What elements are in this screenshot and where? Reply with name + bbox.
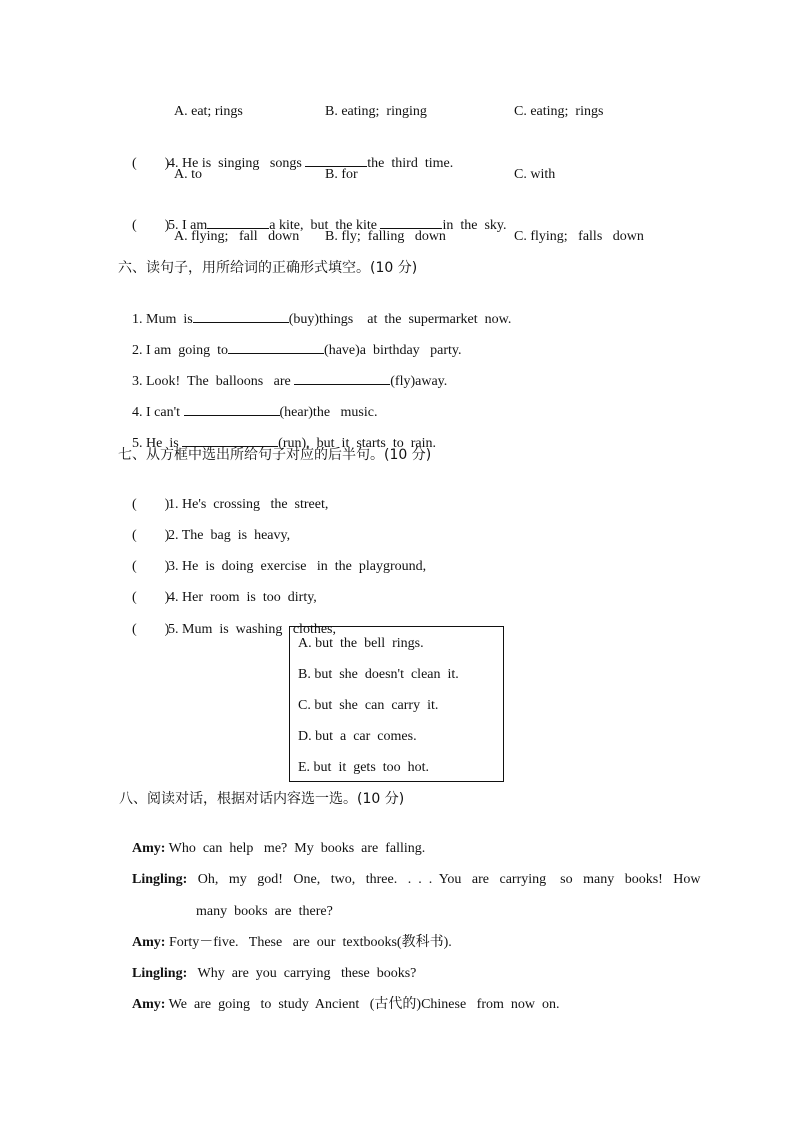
dialogue-text: Who can help me? My books are falling. (165, 841, 426, 856)
q4-option-a: A. to (174, 167, 202, 182)
answer-blank[interactable] (182, 433, 278, 447)
fill-item-text: 2. I am going to (132, 343, 229, 358)
section-8-heading: 八、阅读对话，根据对话内容选一选。(10 分) (119, 791, 405, 807)
q3-option-b: B. eating; ringing (325, 104, 427, 119)
q5-option-b: B. fly; falling down (325, 229, 446, 244)
answer-bracket[interactable]: ( ) (132, 156, 170, 171)
question-5-text-end: in the sky. (442, 218, 507, 233)
fill-item-text: 4. I can't (132, 405, 184, 420)
q3-option-a: A. eat; rings (174, 104, 243, 119)
match-item-text: 5. Mum is washing clothes, (168, 622, 336, 637)
speaker-name: Amy: (132, 997, 166, 1012)
fill-item-text: 1. Mum is (132, 312, 193, 327)
answer-bracket[interactable]: ( ) (132, 218, 170, 233)
speaker-name: Amy: (132, 841, 166, 856)
q5-option-a: A. flying; fall down (174, 229, 300, 244)
box-option: B. but she doesn't clean it. (298, 667, 459, 682)
fill-item-text-end: (buy)things at the supermarket now. (288, 312, 512, 327)
question-4-text: 4. He is singing songs (168, 156, 306, 171)
dialogue-text: Forty－five. These are our textbooks(教科书). (165, 935, 452, 950)
box-option: E. but it gets too hot. (298, 760, 430, 775)
fill-item-text-end: (run), but it starts to rain. (278, 436, 437, 451)
match-item-text: 3. He is doing exercise in the playground, (168, 559, 427, 574)
fill-item-text-end: (hear)the music. (279, 405, 378, 420)
match-item-text: 2. The bag is heavy, (168, 528, 291, 543)
answer-bracket[interactable]: ( ) (132, 497, 170, 512)
match-item-text: 1. He's crossing the street, (168, 497, 329, 512)
section-7-heading: 七、从方框中选出所给句子对应的后半句。(10 分) (118, 447, 432, 463)
answer-blank[interactable] (380, 215, 442, 229)
dialogue-text: many books are there? (196, 904, 333, 919)
fill-item-text-end: (fly)away. (390, 374, 448, 389)
box-option: D. but a car comes. (298, 729, 417, 744)
q4-option-b: B. for (325, 167, 358, 182)
options-box (289, 626, 504, 782)
answer-blank[interactable] (294, 371, 390, 385)
q5-option-c: C. flying; falls down (514, 229, 644, 244)
question-4-text-end: the third time. (367, 156, 454, 171)
speaker-name: Lingling: (132, 872, 188, 887)
box-option: C. but she can carry it. (298, 698, 439, 713)
answer-bracket[interactable]: ( ) (132, 528, 170, 543)
answer-blank[interactable] (228, 340, 324, 354)
answer-bracket[interactable]: ( ) (132, 622, 170, 637)
answer-bracket[interactable]: ( ) (132, 559, 170, 574)
dialogue-text: We are going to study Ancient (古代的)Chinese from now on. (165, 997, 560, 1012)
speaker-name: Lingling: (132, 966, 188, 981)
answer-blank[interactable] (207, 215, 269, 229)
answer-blank[interactable] (305, 153, 367, 167)
dialogue-line (118, 978, 560, 1032)
q3-option-c: C. eating; rings (514, 104, 604, 119)
box-option: A. but the bell rings. (298, 636, 424, 651)
answer-bracket[interactable]: ( ) (132, 590, 170, 605)
section-6-heading: 六、读句子，用所给词的正确形式填空。(10 分) (118, 260, 418, 276)
question-5-text-mid: a kite, but the kite (269, 218, 381, 233)
speaker-name: Amy: (132, 935, 166, 950)
fill-item-text: 5. He is (132, 436, 183, 451)
answer-blank[interactable] (184, 402, 280, 416)
dialogue-text: Why are you carrying these books? (187, 966, 417, 981)
question-5-text: 5. I am (168, 218, 208, 233)
answer-blank[interactable] (193, 309, 289, 323)
question-4 (118, 135, 453, 191)
q4-option-c: C. with (514, 167, 556, 182)
fill-item-text-end: (have)a birthday party. (324, 343, 462, 358)
dialogue-text: Oh, my god! One, two, three. . . . You are carrying so many books! How (187, 872, 701, 887)
fill-item-text: 3. Look! The balloons are (132, 374, 295, 389)
match-item-text: 4. Her room is too dirty, (168, 590, 317, 605)
